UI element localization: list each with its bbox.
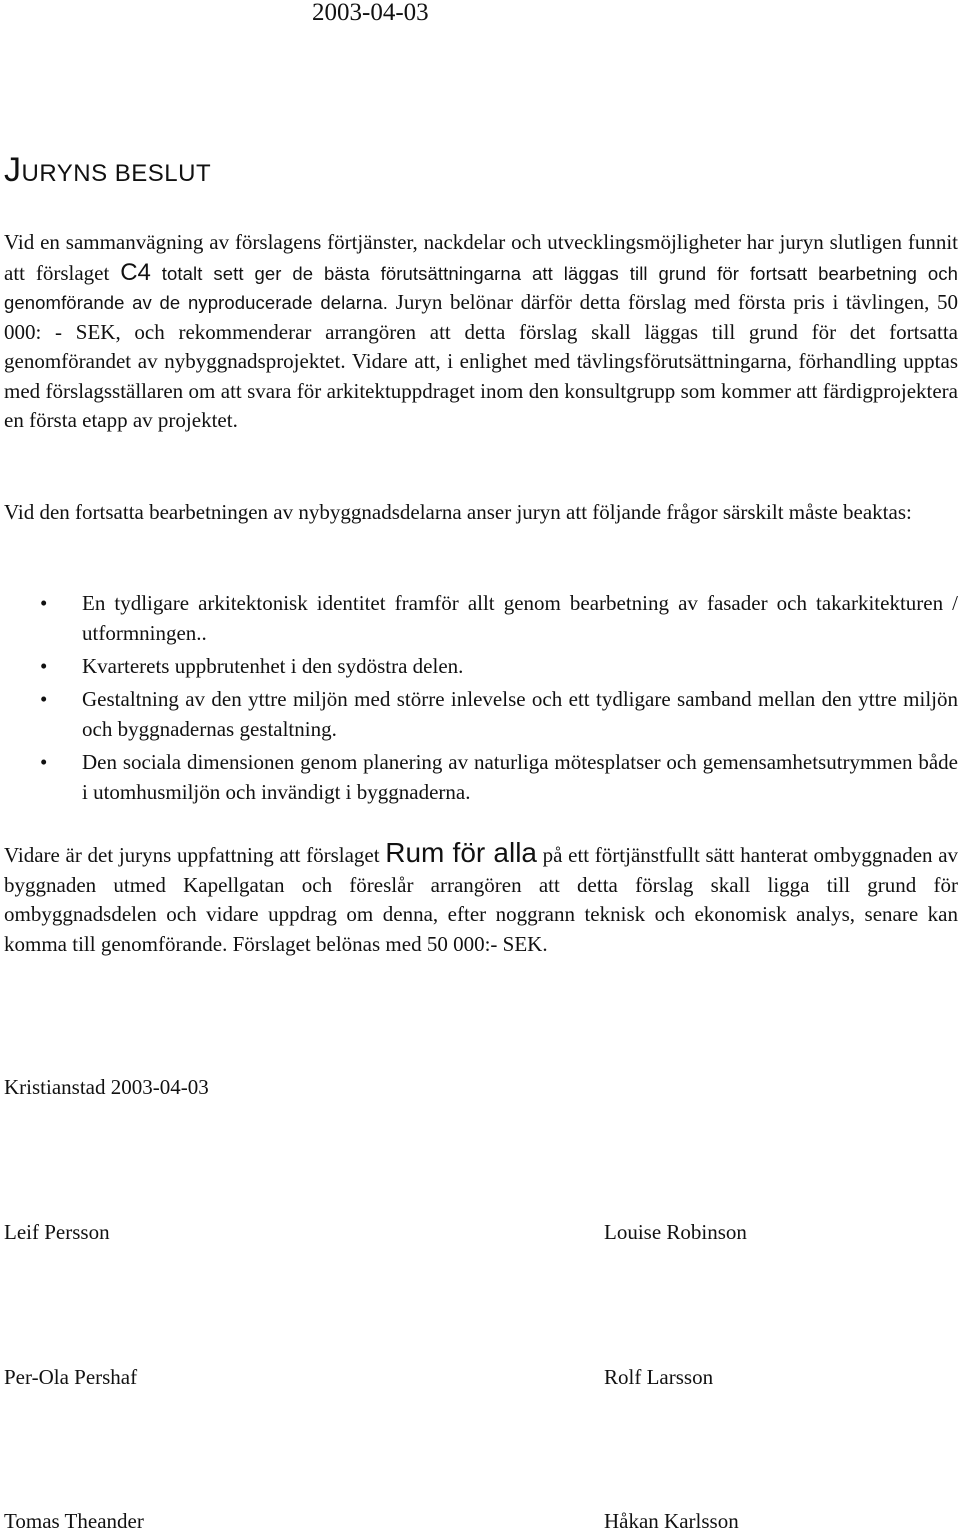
place-and-date: Kristianstad 2003-04-03: [4, 1075, 209, 1099]
list-item-text: En tydligare arkitektonisk identitet framför allt genom bearbetning av fasader och takarkitekturen / utformningen..: [82, 591, 958, 645]
signature-name: Per-Ola Pershaf: [4, 1365, 138, 1389]
considerations-list: [0, 588, 958, 810]
second-prize-paragraph: [4, 838, 958, 959]
list-item-text: Gestaltning av den yttre miljön med större inlevelse och ett tydligare samband mellan den yttre miljön och byggnadernas gestaltning.: [82, 687, 958, 741]
entry-name-rum-for-alla: Rum för alla: [385, 837, 538, 868]
considerations-intro: Vid den fortsatta bearbetningen av nybyggnadsdelarna anser juryn att följande frågor särskilt måste beaktas:: [4, 500, 912, 524]
signature-name: Tomas Theander: [4, 1509, 144, 1533]
bullet-icon: •: [40, 750, 48, 774]
second-prize-text-2: på ett förtjänstfullt sätt hanterat ombyggnaden av byggnaden utmed Kapellgatan och föreslår arrangören att detta förslag skall ligga till grund för ombyggnadsdelen och vidare uppdrag om denna, efter noggrann teknisk och ekonomisk analys, senare kan komma till genomförande. Förslaget belönas med 50 000:- SEK.: [4, 843, 959, 956]
list-item: [0, 684, 958, 744]
bullet-icon: •: [40, 687, 48, 711]
decision-paragraph: [4, 228, 958, 436]
decision-text-1: Vid en sammanvägning av förslagens förtjänster, nackdelar och utvecklingsmöjligheter har juryn slutligen funnit att förslaget: [4, 230, 958, 285]
document-date: 2003-04-03: [312, 0, 429, 26]
title-rest: URYNS BESLUT: [21, 160, 212, 187]
decision-text-3: Juryn belönar därför detta förslag med första pris i tävlingen, 50 000: - SEK, och rekommenderar arrangören att detta förslag skall läggas till grund för det fortsatta genomförandet av nybyggnadsprojektet. Vidare att, i enlighet med tävlingsförutsättningarna, förhandling upptas med förslagsställaren om att svara för arkitektuppdraget inom den konsultgrupp som kommer att färdigprojektera en första etapp av projektet.: [4, 290, 958, 432]
list-item: [0, 588, 958, 648]
title-initial: J: [4, 151, 22, 189]
signature-name: Leif Persson: [4, 1220, 110, 1244]
list-item-text: Den sociala dimensionen genom planering av naturliga mötesplatser och gemensamhetsutrymmen både i utomhusmiljön och invändigt i byggnaderna.: [82, 750, 958, 804]
bullet-icon: •: [40, 591, 48, 615]
list-item: [0, 651, 958, 681]
list-item-text: Kvarterets uppbrutenhet i den sydöstra delen.: [82, 654, 464, 678]
entry-name-c4: C4: [120, 258, 151, 286]
page-title: [4, 153, 211, 191]
signature-name: Håkan Karlsson: [604, 1509, 739, 1533]
signature-name: Louise Robinson: [604, 1220, 747, 1244]
bullet-icon: •: [40, 654, 48, 678]
decision-text-2: totalt sett ger de bästa förutsättningarna att läggas till grund för fortsatt bearbetning och genomförande av de nyproducerade delarna.: [4, 262, 958, 313]
list-item: [0, 747, 958, 807]
second-prize-text-1: Vidare är det juryns uppfattning att förslaget: [4, 843, 386, 867]
signature-name: Rolf Larsson: [604, 1365, 714, 1389]
